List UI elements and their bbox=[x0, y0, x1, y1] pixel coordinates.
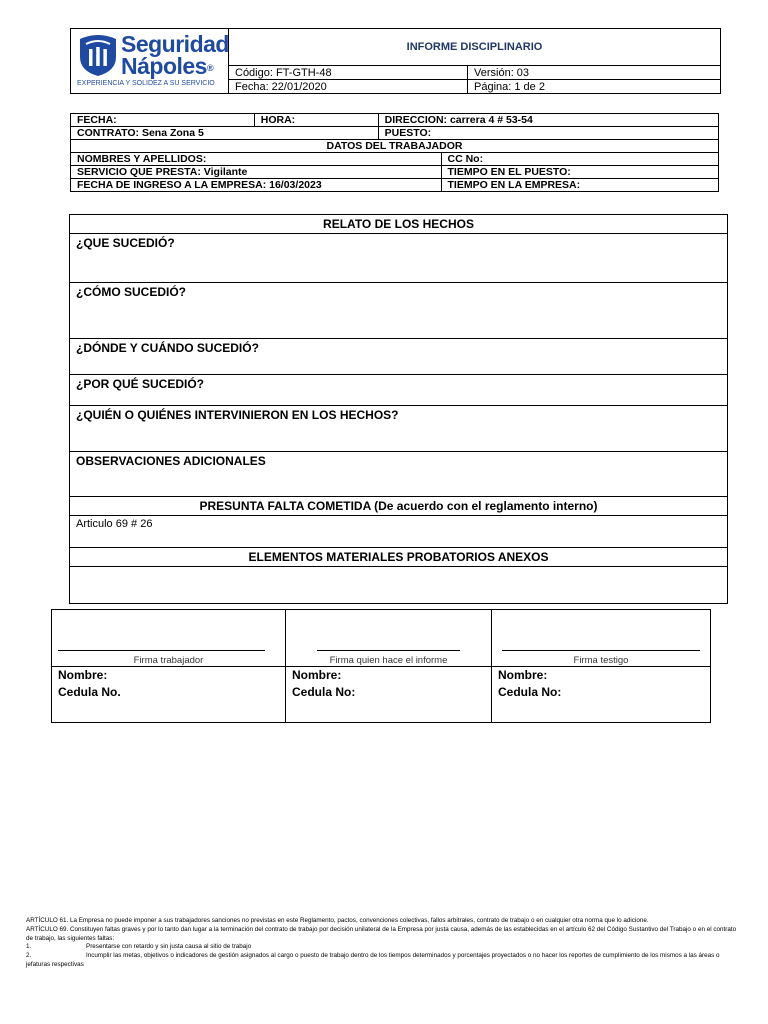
elementos-field[interactable] bbox=[70, 567, 728, 604]
fecha-doc-cell: Fecha: 22/01/2020 bbox=[229, 80, 468, 94]
document-header bbox=[70, 28, 721, 94]
tiempo-puesto-field[interactable]: TIEMPO EN EL PUESTO: bbox=[441, 166, 719, 179]
falta-heading: PRESUNTA FALTA COMETIDA (De acuerdo con el reglamento interno) bbox=[70, 497, 728, 516]
signatures-table bbox=[51, 609, 711, 723]
que-sucedio-field[interactable]: ¿QUE SUCEDIÓ? bbox=[70, 234, 728, 283]
signature-line bbox=[502, 650, 700, 651]
signer-info[interactable] bbox=[492, 667, 711, 723]
donde-cuando-field[interactable]: ¿DÓNDE Y CUÁNDO SUCEDIÓ? bbox=[70, 339, 728, 375]
article-69-item: 1. Presentarse con retardo y sin justa causa al sitio de trabajo bbox=[26, 943, 252, 951]
company-logo bbox=[71, 29, 228, 93]
hora-field[interactable]: HORA: bbox=[254, 114, 378, 127]
nombres-field[interactable]: NOMBRES Y APELLIDOS: bbox=[71, 153, 442, 166]
signature-label: Firma testigo bbox=[573, 655, 629, 666]
logo-text-line2: Nápoles® bbox=[121, 53, 214, 79]
codigo-cell: Código: FT-GTH-48 bbox=[229, 66, 468, 80]
regulation-articles bbox=[26, 917, 738, 970]
article-61: ARTÍCULO 61. La Empresa no puede imponer a sus trabajadores sanciones no previstas en este Reglamento, pactos, convenciones colectivas, fallos arbitrales, contrato de trabajo o en cualquier otra norma que lo adicione. bbox=[26, 917, 649, 924]
cedula-label: Cedula No: bbox=[292, 685, 356, 699]
cc-field[interactable]: CC No: bbox=[441, 153, 719, 166]
signature-label: Firma quien hace el informe bbox=[329, 655, 448, 666]
document-title: INFORME DISCIPLINARIO bbox=[229, 29, 721, 66]
signature-cell-trabajador[interactable] bbox=[52, 610, 286, 667]
signer-info[interactable] bbox=[286, 667, 492, 723]
direccion-field[interactable]: DIRECCION: carrera 4 # 53-54 bbox=[378, 114, 718, 127]
relato-heading: RELATO DE LOS HECHOS bbox=[70, 215, 728, 234]
signature-label: Firma trabajador bbox=[133, 655, 204, 666]
puesto-field[interactable]: PUESTO: bbox=[378, 127, 718, 140]
fecha-ingreso-field[interactable]: FECHA DE INGRESO A LA EMPRESA: 16/03/2023 bbox=[71, 179, 442, 192]
signature-cell-testigo[interactable] bbox=[492, 610, 711, 667]
article-69-item: 2. Incumplir las metas, objetivos o indicadores de gestión asignados al cargo o puesto de trabajo dentro de los tiempos determinados y porcentajes proyectados o no hacer los reportes de cumplimiento de los mismos a las áreas o jefaturas respectivas bbox=[26, 952, 720, 968]
logo-tagline: EXPERIENCIA Y SOLIDEZ A SU SERVICIO bbox=[77, 80, 215, 87]
nombre-label: Nombre: bbox=[498, 668, 548, 682]
observaciones-field[interactable]: OBSERVACIONES ADICIONALES bbox=[70, 452, 728, 497]
cedula-label: Cedula No. bbox=[58, 685, 121, 699]
signature-line bbox=[58, 650, 265, 651]
logo-text-line1: Seguridad bbox=[121, 31, 229, 57]
por-que-field[interactable]: ¿POR QUÉ SUCEDIÓ? bbox=[70, 375, 728, 406]
servicio-field[interactable]: SERVICIO QUE PRESTA: Vigilante bbox=[71, 166, 442, 179]
article-69: ARTÍCULO 69. Constituyen faltas graves y por lo tanto dan lugar a la terminación del contrato de trabajo por decisión unilateral de la Empresa por justa causa, además de las establecidas en el artículo 62 del Código Sustantivo del Trabajo o en el contrato de trabajo, las siguientes faltas: bbox=[26, 925, 737, 942]
contrato-field[interactable]: CONTRATO: Sena Zona 5 bbox=[71, 127, 379, 140]
signer-info[interactable] bbox=[52, 667, 286, 723]
logo-cell bbox=[71, 29, 229, 94]
quien-intervino-field[interactable]: ¿QUIÉN O QUIÉNES INTERVINIERON EN LOS HECHOS? bbox=[70, 406, 728, 452]
version-cell: Versión: 03 bbox=[468, 66, 721, 80]
registered-mark: ® bbox=[206, 62, 214, 73]
signature-line bbox=[317, 650, 460, 651]
pagina-cell: Página: 1 de 2 bbox=[468, 80, 721, 94]
signature-cell-informe[interactable] bbox=[286, 610, 492, 667]
relato-table bbox=[69, 214, 728, 604]
falta-value-field[interactable]: Articulo 69 # 26 bbox=[70, 516, 728, 548]
cedula-label: Cedula No: bbox=[498, 685, 562, 699]
tiempo-empresa-field[interactable]: TIEMPO EN LA EMPRESA: bbox=[441, 179, 719, 192]
fecha-field[interactable]: FECHA: bbox=[71, 114, 255, 127]
nombre-label: Nombre: bbox=[292, 668, 342, 682]
como-sucedio-field[interactable]: ¿CÓMO SUCEDIÓ? bbox=[70, 283, 728, 339]
elementos-heading: ELEMENTOS MATERIALES PROBATORIOS ANEXOS bbox=[70, 548, 728, 567]
nombre-label: Nombre: bbox=[58, 668, 108, 682]
worker-info-table bbox=[70, 113, 719, 192]
datos-trabajador-heading: DATOS DEL TRABAJADOR bbox=[71, 140, 719, 153]
shield-logo-icon bbox=[77, 33, 119, 77]
